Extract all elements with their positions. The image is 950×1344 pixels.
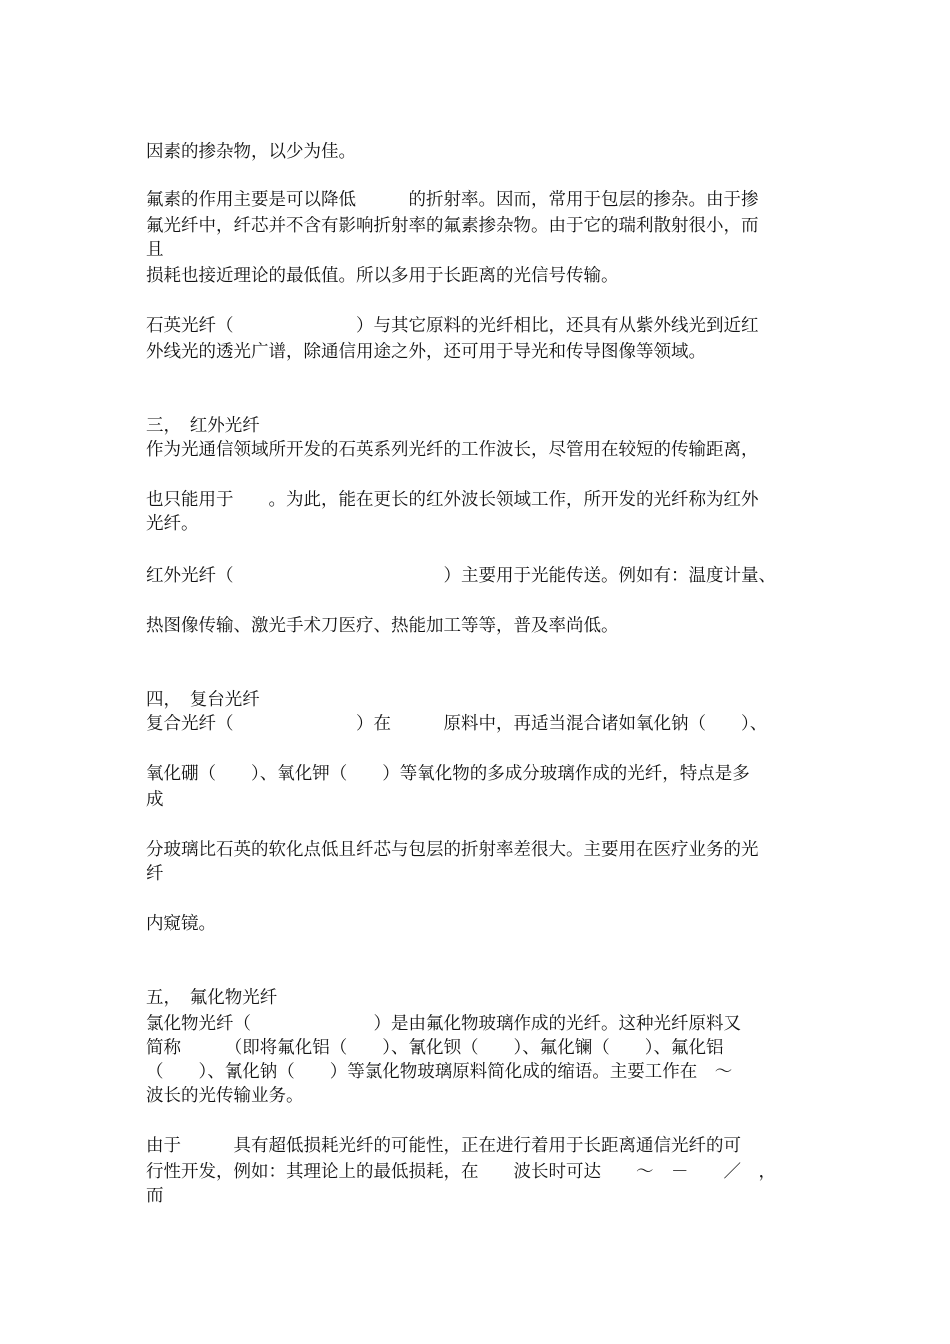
- section-heading: 三， 红外光纤: [146, 416, 260, 436]
- paragraph-line: 因素的掺杂物，以少为佳。: [146, 142, 356, 162]
- paragraph-line: 热图像传输、激光手术刀医疗、热能加工等等，普及率尚低。: [146, 616, 619, 636]
- paragraph-line: 纤: [146, 864, 164, 884]
- paragraph-line: 成: [146, 790, 164, 810]
- paragraph-line: 氯化物光纤（ ）是由氟化物玻璃作成的光纤。这种光纤原料又: [146, 1014, 741, 1034]
- paragraph-line: 波长的光传输业务。: [146, 1086, 304, 1106]
- paragraph-line: 氟素的作用主要是可以降低 的折射率。因而，常用于包层的掺杂。由于掺: [146, 190, 759, 210]
- paragraph-line: 复合光纤（ ）在 原料中，再适当混合诸如氧化钠（ ）、: [146, 714, 768, 734]
- paragraph-line: 石英光纤（ ）与其它原料的光纤相比，还具有从紫外线光到近红: [146, 316, 759, 336]
- paragraph-line: 行性开发，例如：其理论上的最低损耗，在 波长时可达 ～ － ／ ，: [146, 1162, 776, 1182]
- paragraph-line: 由于 具有超低损耗光纤的可能性，正在进行着用于长距离通信光纤的可: [146, 1136, 741, 1156]
- paragraph-line: 作为光通信领域所开发的石英系列光纤的工作波长，尽管用在较短的传输距离，: [146, 440, 759, 460]
- paragraph-line: 损耗也接近理论的最低值。所以多用于长距离的光信号传输。: [146, 266, 619, 286]
- paragraph-line: 分玻璃比石英的软化点低且纤芯与包层的折射率差很大。主要用在医疗业务的光: [146, 840, 759, 860]
- section-heading: 四， 复台光纤: [146, 690, 260, 710]
- paragraph-line: 而: [146, 1186, 164, 1206]
- paragraph-line: 也只能用于 。为此，能在更长的红外波长领域工作，所开发的光纤称为红外: [146, 490, 759, 510]
- paragraph-line: 氧化硼（ ）、氧化钾（ ）等氧化物的多成分玻璃作成的光纤，特点是多: [146, 764, 750, 784]
- paragraph-line: （ ）、氰化钠（ ）等氯化物玻璃原料简化成的缩语。主要工作在 ～: [146, 1062, 733, 1082]
- paragraph-line: 且: [146, 240, 164, 260]
- paragraph-line: 光纤。: [146, 514, 199, 534]
- paragraph-line: 氟光纤中，纤芯并不含有影响折射率的氟素掺杂物。由于它的瑞利散射很小，而: [146, 216, 759, 236]
- section-heading: 五， 氟化物光纤: [146, 988, 278, 1008]
- paragraph-line: 红外光纤（ ）主要用于光能传送。例如有：温度计量、: [146, 566, 776, 586]
- paragraph-line: 外线光的透光广谱，除通信用途之外，还可用于导光和传导图像等领域。: [146, 342, 706, 362]
- paragraph-line: 内窥镜。: [146, 914, 216, 934]
- paragraph-line: 简称 （即将氟化铝（ ）、氰化钡（ ）、氟化镧（ ）、氟化铝: [146, 1038, 724, 1058]
